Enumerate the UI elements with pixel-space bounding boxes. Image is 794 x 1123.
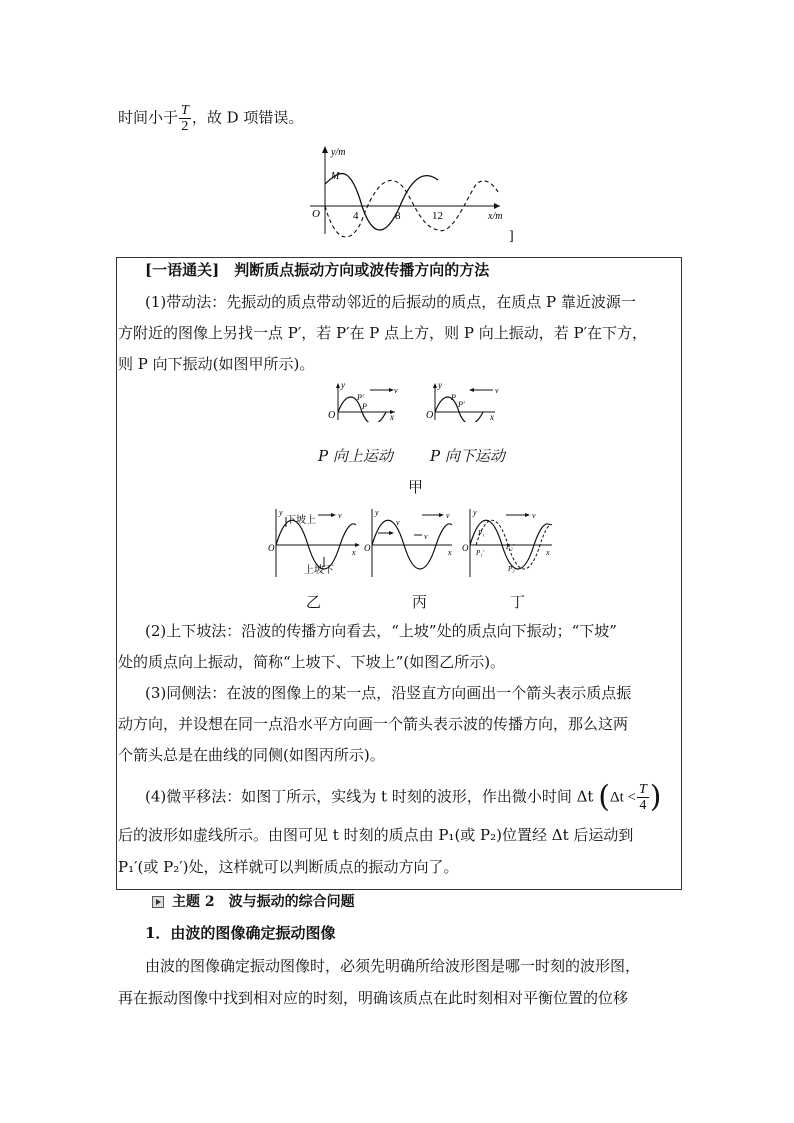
jia-left-p: P bbox=[362, 402, 367, 411]
frac-num: T bbox=[181, 103, 189, 118]
label-p2-prime: P₂′ bbox=[506, 543, 515, 551]
label-down-slope-up: 下坡上 bbox=[286, 515, 316, 526]
svg-text:O: O bbox=[462, 543, 469, 553]
ding-label: 丁 bbox=[510, 593, 526, 611]
tick-8: 8 bbox=[395, 210, 401, 222]
label-p1-prime: P₁′ bbox=[476, 549, 485, 557]
jia-left-x: x bbox=[390, 412, 394, 422]
svg-text:x: x bbox=[448, 548, 452, 557]
method1-line3: 则 P 向下振动(如图甲所示)。 bbox=[118, 355, 315, 373]
jia-label: 甲 bbox=[408, 478, 424, 496]
figure-bing bbox=[364, 507, 459, 579]
top-prefix: 时间小于 bbox=[118, 108, 179, 127]
jia-right-y: y bbox=[438, 382, 442, 390]
method2-line1: (2)上下坡法：沿波的传播方向看去，“上坡”处的质点向下振动；“下坡” bbox=[145, 622, 617, 640]
box-title-text: 判断质点振动方向或波传播方向的方法 bbox=[234, 261, 490, 279]
method3-line1: (3)同侧法：在波的图像上的某一点，沿竖直方向画出一个箭头表示质点振 bbox=[145, 684, 632, 702]
jia-right-v: v bbox=[495, 386, 499, 395]
method4-line1-text: (4)微平移法：如图丁所示，实线为 t 时刻的波形，作出微小时间 Δt bbox=[145, 787, 594, 806]
tick-12: 12 bbox=[432, 210, 443, 222]
jia-left-v: v bbox=[394, 386, 398, 395]
jia-right-p: P bbox=[451, 393, 456, 402]
svg-text:v: v bbox=[338, 511, 342, 520]
dashed-wave bbox=[325, 180, 498, 237]
section-heading bbox=[152, 891, 355, 913]
frac-den: 2 bbox=[181, 119, 189, 134]
svg-text:v: v bbox=[396, 518, 400, 527]
fraction-t-over-2 bbox=[179, 103, 191, 134]
method4-line2: 后的波形如虚线所示。由图可见 t 时刻的质点由 P₁(或 P₂)位置经 Δt 后运动到 bbox=[118, 826, 634, 844]
section-heading-text: 主题 2 波与振动的综合问题 bbox=[172, 894, 355, 910]
figure-yi bbox=[268, 507, 363, 579]
jia-right-x: x bbox=[490, 412, 494, 422]
jia-right-caption: P 向下运动 bbox=[430, 447, 505, 465]
origin-label: O bbox=[312, 208, 320, 220]
point-m-label: M bbox=[331, 171, 340, 182]
method4-line3: P₁′(或 P₂′)处，这样就可以判断质点的振动方向了。 bbox=[118, 858, 459, 876]
jia-right-o: O bbox=[426, 410, 434, 421]
y-axis-label: y/m bbox=[331, 147, 346, 158]
figure-ding bbox=[462, 507, 557, 579]
svg-text:y: y bbox=[279, 508, 283, 517]
x-axis-label: x/m bbox=[488, 211, 503, 222]
svg-text:v: v bbox=[424, 532, 428, 541]
svg-text:O: O bbox=[268, 543, 275, 553]
play-icon bbox=[152, 896, 164, 908]
paren-close: ) bbox=[649, 779, 662, 815]
method2-line2: 处的质点向上振动，简称“上坡下、下坡上”(如图乙所示)。 bbox=[118, 653, 506, 671]
jia-left-o: O bbox=[328, 410, 336, 421]
top-line bbox=[118, 103, 303, 134]
svg-text:y: y bbox=[473, 508, 477, 517]
jia-left-y: y bbox=[341, 382, 345, 390]
method1-line1: (1)带动法：先振动的质点带动邻近的后振动的质点，在质点 P 靠近波源一 bbox=[145, 293, 636, 311]
label-p1: P₁ bbox=[478, 529, 485, 537]
wave-figure bbox=[300, 142, 530, 242]
frac4-num: T bbox=[638, 782, 647, 797]
solid-wave bbox=[325, 174, 438, 230]
method3-line3: 个箭头总是在曲线的同侧(如图丙所示)。 bbox=[118, 746, 385, 764]
section-p2: 再在振动图像中找到相对应的时刻，明确该质点在此时刻相对平衡位置的位移 bbox=[118, 989, 629, 1007]
yi-label: 乙 bbox=[306, 593, 322, 611]
section-sub: 1．由波的图像确定振动图像 bbox=[145, 924, 336, 942]
closing-bracket: ] bbox=[509, 229, 514, 242]
paren-open: ( bbox=[598, 779, 610, 815]
svg-text:y: y bbox=[375, 508, 379, 517]
method3-line2: 动方向，并设想在同一点沿水平方向画一个箭头表示波的传播方向，那么这两 bbox=[118, 715, 629, 733]
svg-text:x: x bbox=[352, 548, 356, 557]
svg-text:v: v bbox=[446, 511, 450, 520]
svg-text:x: x bbox=[546, 548, 550, 557]
frac4-den: 4 bbox=[639, 798, 647, 813]
jia-left-caption: P 向上运动 bbox=[318, 447, 393, 465]
figure-jia-left bbox=[320, 382, 400, 422]
svg-text:O: O bbox=[364, 543, 371, 553]
top-suffix: ，故 D 项错误。 bbox=[191, 108, 304, 127]
method1-line2: 方附近的图像上另找一点 P′，若 P′在 P 点上方，则 P 向上振动，若 P′在下方， bbox=[118, 324, 648, 342]
method4-line1 bbox=[145, 779, 662, 815]
bing-label: 丙 bbox=[412, 593, 428, 611]
label-up-slope-down: 上坡下 bbox=[304, 565, 334, 576]
label-p2: P₂ bbox=[508, 565, 515, 573]
box-title-tag: [一语通关] bbox=[145, 261, 220, 279]
tick-4: 4 bbox=[353, 210, 359, 222]
fraction-t-over-4 bbox=[637, 782, 649, 813]
method4-cond: Δt < bbox=[609, 789, 636, 806]
box-title bbox=[145, 259, 489, 281]
jia-right-pprime: P′ bbox=[458, 400, 465, 409]
section-p1: 由波的图像确定振动图像时，必须先明确所给波形图是哪一时刻的波形图， bbox=[145, 957, 641, 975]
svg-text:v: v bbox=[532, 511, 536, 520]
figure-jia-right bbox=[425, 382, 505, 422]
jia-left-pprime: P′ bbox=[357, 393, 364, 402]
